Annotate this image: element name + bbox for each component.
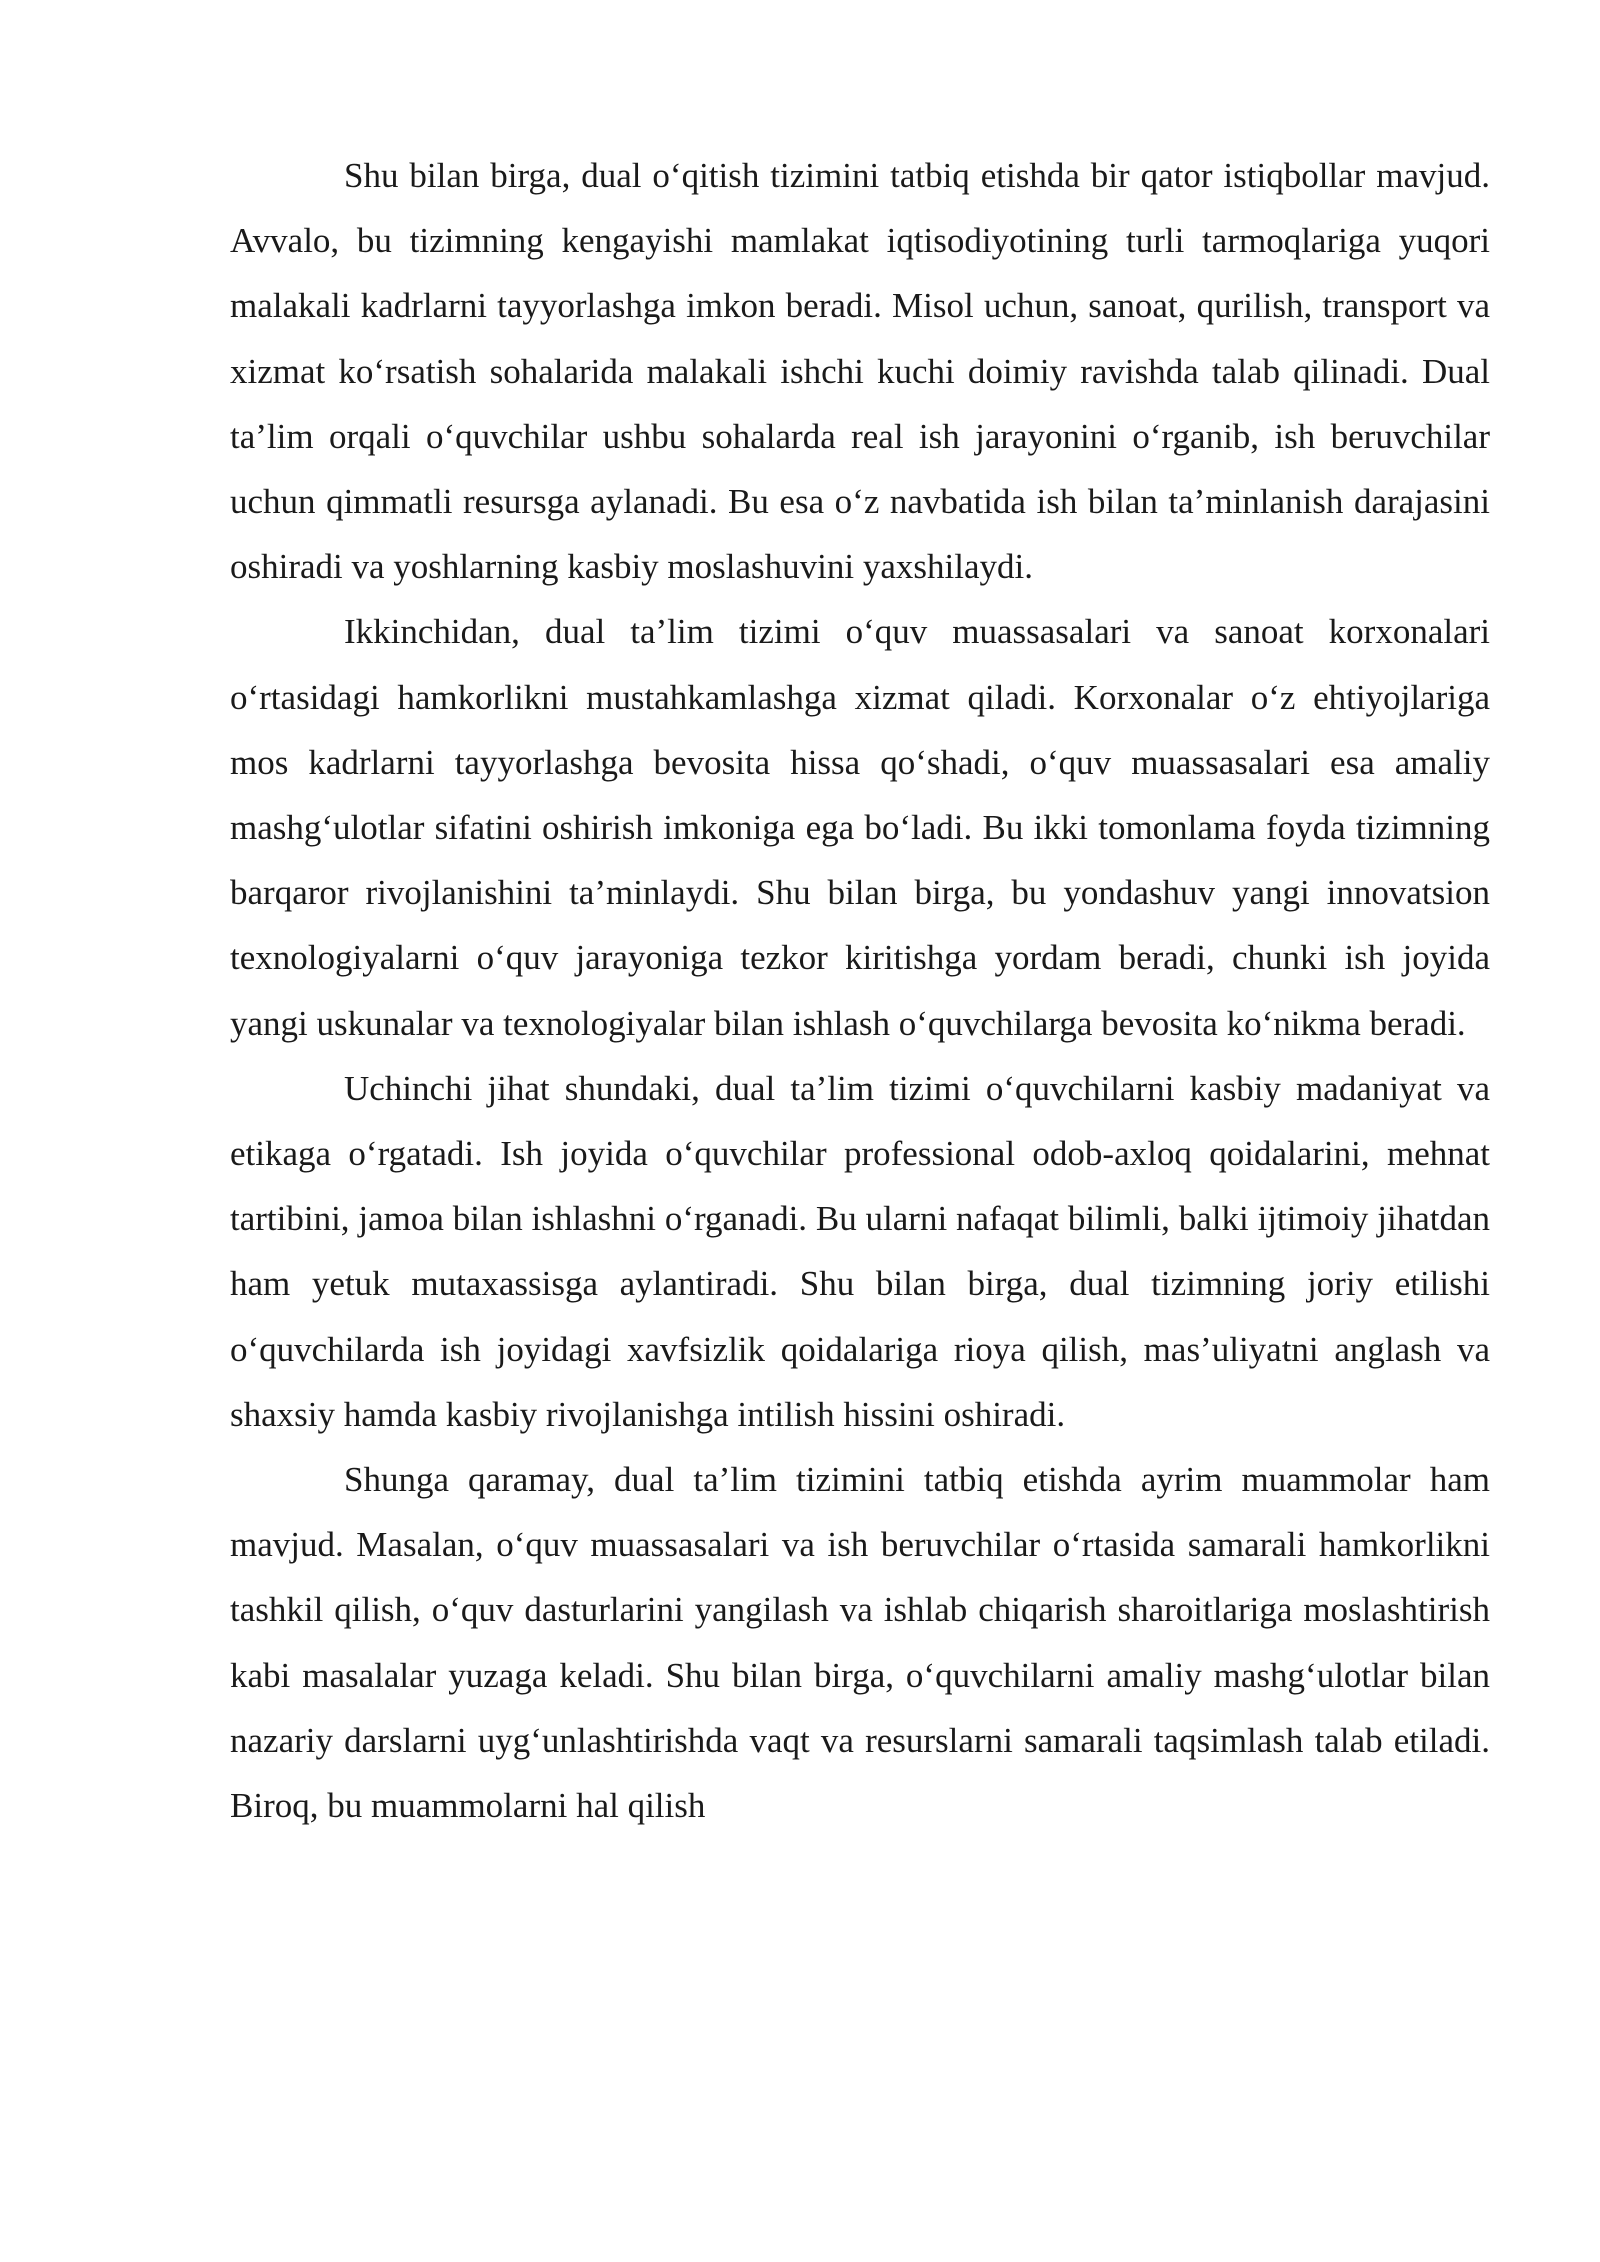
body-text: [230, 143, 1490, 1838]
paragraph: Ikkinchidan, dual ta’lim tizimi o‘quv muassasalari va sanoat korxonalari o‘rtasidagi hamkorlikni mustahkamlashga xizmat qiladi. Korxonalar o‘z ehtiyojlariga mos kadrlarni tayyorlashga bevosita hissa qo‘shadi, o‘quv muassasalari esa amaliy mashg‘ulotlar sifatini oshirish imkoniga ega bo‘ladi. Bu ikki tomonlama foyda tizimning barqaror rivojlanishini ta’minlaydi. Shu bilan birga, bu yondashuv yangi innovatsion texnologiyalarni o‘quv jarayoniga tezkor kiritishga yordam beradi, chunki ish joyida yangi uskunalar va texnologiyalar bilan ishlash o‘quvchilarga bevosita ko‘nikma beradi.: [230, 612, 1490, 1043]
paragraph: Uchinchi jihat shundaki, dual ta’lim tizimi o‘quvchilarni kasbiy madaniyat va etikaga o‘rgatadi. Ish joyida o‘quvchilar professional odob-axloq qoidalarini, mehnat tartibini, jamoa bilan ishlashni o‘rganadi. Bu ularni nafaqat bilimli, balki ijtimoiy jihatdan ham yetuk mutaxassisga aylantiradi. Shu bilan birga, dual tizimning joriy etilishi o‘quvchilarda ish joyidagi xavfsizlik qoidalariga rioya qilish, mas’uliyatni anglash va shaxsiy hamda kasbiy rivojlanishga intilish hissini oshiradi.: [230, 1068, 1490, 1434]
paragraph: Shunga qaramay, dual ta’lim tizimini tatbiq etishda ayrim muammolar ham mavjud. Masalan, o‘quv muassasalari va ish beruvchilar o‘rtasida samarali hamkorlikni tashkil qilish, o‘quv dasturlarini yangilash va ishlab chiqarish sharoitlariga moslashtirish kabi masalalar yuzaga keladi. Shu bilan birga, o‘quvchilarni amaliy mashg‘ulotlar bilan nazariy darslarni uyg‘unlashtirishda vaqt va resurslarni samarali taqsimlash talab etiladi. Biroq, bu muammolarni hal qilish: [230, 1460, 1490, 1826]
paragraph: Shu bilan birga, dual o‘qitish tizimini tatbiq etishda bir qator istiqbollar mavjud. Avvalo, bu tizimning kengayishi mamlakat iqtisodiyotining turli tarmoqlariga yuqori malakali kadrlarni tayyorlashga imkon beradi. Misol uchun, sanoat, qurilish, transport va xizmat ko‘rsatish sohalarida malakali ishchi kuchi doimiy ravishda talab qilinadi. Dual ta’lim orqali o‘quvchilar ushbu sohalarda real ish jarayonini o‘rganib, ish beruvchilar uchun qimmatli resursga aylanadi. Bu esa o‘z navbatida ish bilan ta’minlanish darajasini oshiradi va yoshlarning kasbiy moslashuvini yaxshilaydi.: [230, 156, 1490, 587]
